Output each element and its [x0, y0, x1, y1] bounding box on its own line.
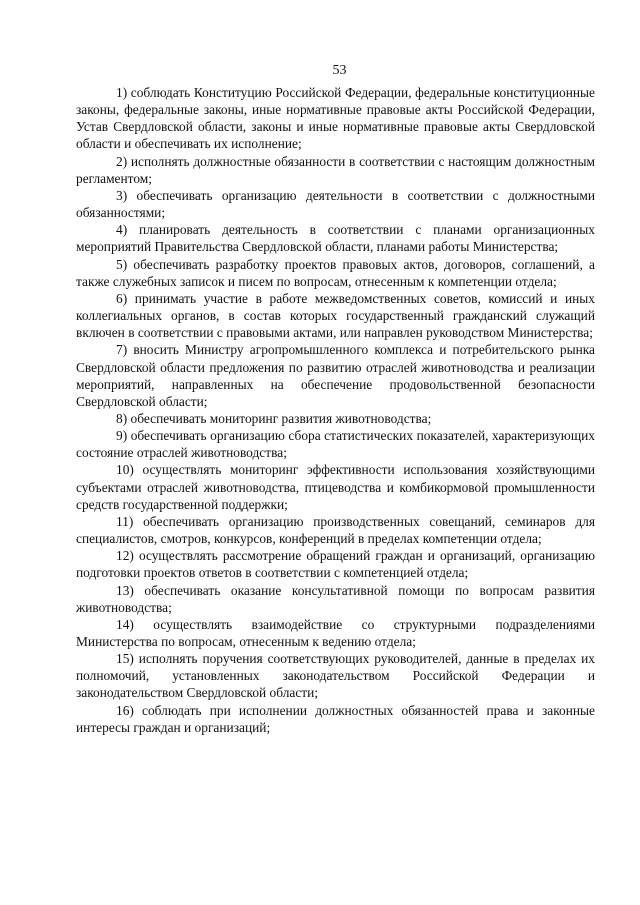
item-text: соблюдать при исполнении должностных обязанностей права и законные интересы граждан и организаций; [76, 702, 595, 735]
item-text: обеспечивать организацию сбора статистических показателей, характеризующих состояние отраслей животноводства; [76, 428, 595, 461]
item-text: обеспечивать организацию деятельности в соответствии с должностными обязанностями; [76, 187, 595, 221]
item-text: осуществлять рассмотрение обращений граждан и организаций, организацию подготовки проектов ответов в соответствии с компетенцией отдела; [76, 548, 595, 581]
item-text: осуществлять мониторинг эффективности использования хозяйствующими субъектами отраслей животноводства, птицеводства и комбикормовой промышленности средств государственной поддержки; [76, 462, 595, 512]
item-number: 11) [116, 513, 134, 529]
list-item [76, 290, 595, 341]
page-number: 53 [332, 63, 347, 78]
item-number: 4) [116, 222, 128, 238]
item-text: осуществлять взаимодействие со структурными подразделениями Министерства по вопросам, отнесенным к ведению отдела; [76, 616, 595, 649]
item-text: обеспечивать организацию производственных совещаний, семинаров для специалистов, смотров, конкурсов, конференций в пределах компетенции отдела; [76, 513, 595, 547]
item-number: 8) [116, 410, 128, 426]
item-number: 1) [116, 85, 128, 100]
item-text: исполнять поручения соответствующих руководителей, данные в пределах их полномочий, установленных законодательством Российской Федерации и законодательством Свердловской области; [76, 651, 595, 701]
list-item [76, 702, 595, 736]
list-item [76, 221, 595, 255]
list-item [76, 513, 595, 547]
list-item [76, 427, 595, 461]
item-text: соблюдать Конституцию Российской Федерации, федеральные конституционные законы, федеральные законы, иные нормативные правовые акты Российской Федерации, Устав Свердловской области, законы и иные нормативные правовые акты Свердловской области и обеспечивать их исполнение; [76, 85, 595, 152]
item-number: 6) [116, 290, 128, 306]
item-number: 7) [116, 342, 128, 358]
item-text: вносить Министру агропромышленного комплекса и потребительского рынка Свердловской области предложения по развитию отраслей животноводства и реализации мероприятий, направленных на обеспечение продовольственной безопасности Свердловской области; [76, 342, 595, 409]
item-number: 9) [116, 428, 128, 444]
item-number: 3) [116, 187, 128, 203]
list-item [76, 153, 595, 187]
item-text: исполнять должностные обязанности в соответствии с настоящим должностным регламентом; [76, 153, 595, 186]
list-item [76, 84, 595, 153]
item-number: 10) [116, 462, 134, 478]
list-item [76, 650, 595, 701]
list-item [76, 461, 595, 512]
item-text: обеспечивать оказание консультативной помощи по вопросам развития животноводства; [76, 582, 595, 615]
item-number: 13) [116, 582, 134, 598]
item-text: принимать участие в работе межведомственных советов, комиссий и иных коллегиальных органов, в состав которых государственный гражданский служащий включен в соответствии с правовыми актами, или направлен руководством Министерства; [76, 290, 595, 341]
item-text: обеспечивать разработку проектов правовых актов, договоров, соглашений, а также служебных записок и писем по вопросам, отнесенным к компетенции отдела; [76, 256, 595, 289]
list-item [76, 410, 595, 427]
list-item [76, 547, 595, 581]
item-text: планировать деятельность в соответствии с планами организационных мероприятий Правительства Свердловской области, планами работы Министерства; [76, 222, 595, 255]
list-item [76, 341, 595, 410]
item-number: 5) [116, 256, 128, 272]
item-text: обеспечивать мониторинг развития животноводства; [130, 410, 432, 426]
item-number: 16) [116, 702, 134, 718]
item-number: 14) [116, 616, 134, 632]
list-item [76, 256, 595, 290]
list-item [76, 616, 595, 650]
list-item [76, 187, 595, 221]
item-number: 12) [116, 548, 134, 564]
duties-list [76, 84, 595, 736]
item-number: 15) [116, 651, 134, 667]
list-item [76, 582, 595, 616]
item-number: 2) [116, 153, 128, 169]
